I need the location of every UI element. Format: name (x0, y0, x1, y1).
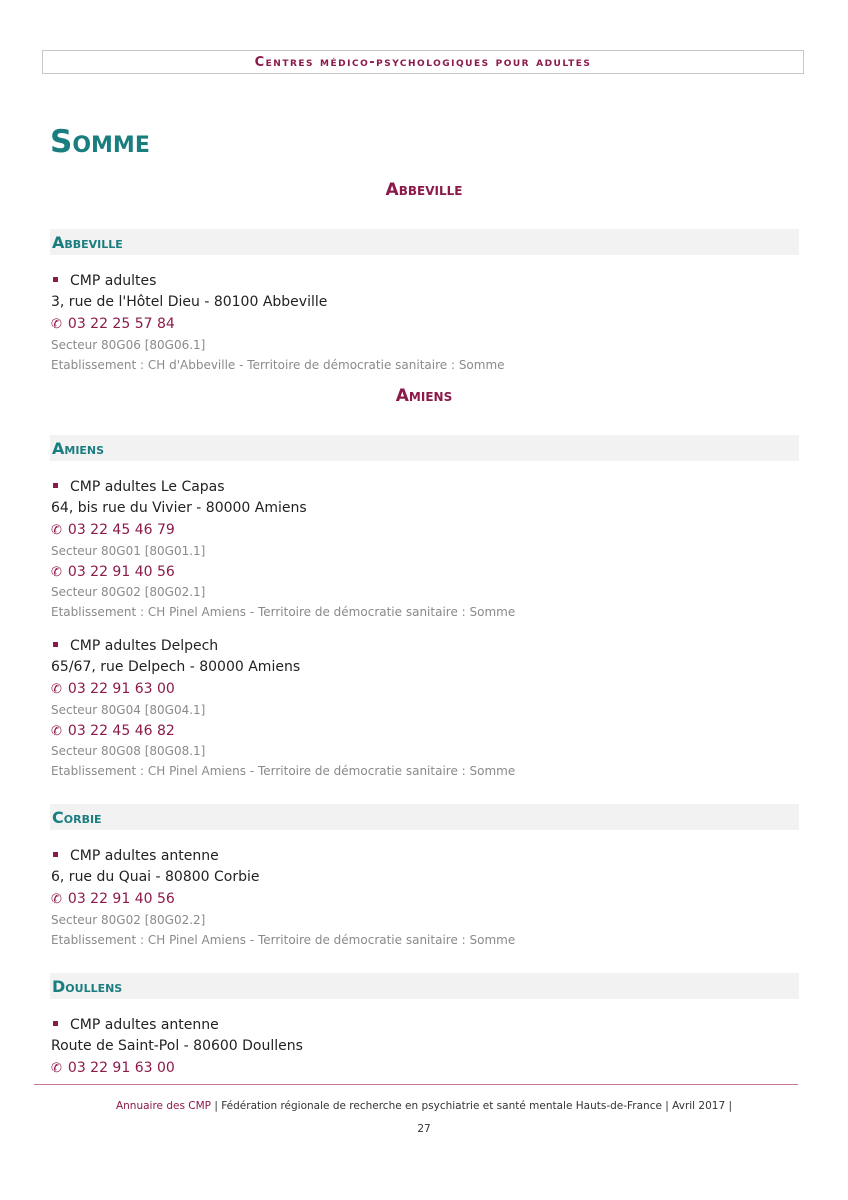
establishment-info: Etablissement : CH Pinel Amiens - Territoire de démocratie sanitaire : Somme (51, 764, 516, 778)
center-name: CMP adultes antenne (51, 846, 219, 866)
phone-icon: ✆ (51, 892, 62, 907)
footer-brand: Annuaire des CMP (115, 1100, 211, 1112)
center-name: CMP adultes antenne (51, 1015, 219, 1035)
establishment-info: Etablissement : CH d'Abbeville - Territoire de démocratie sanitaire : Somme (51, 358, 505, 372)
city-name: Abbeville (52, 232, 123, 252)
establishment-info: Etablissement : CH Pinel Amiens - Territoire de démocratie sanitaire : Somme (51, 933, 516, 947)
footer-divider (34, 1084, 798, 1085)
region-heading-abbeville: Abbeville (385, 180, 463, 200)
city-name: Doullens (52, 976, 123, 996)
phone-number[interactable]: ✆ 03 22 91 40 56 (51, 891, 175, 907)
city-heading-abbeville (50, 229, 799, 255)
phone-icon: ✆ (51, 1061, 62, 1076)
city-name: Amiens (52, 438, 105, 458)
city-heading-corbie (50, 804, 799, 830)
header-title: Centres médico-psychologiques pour adultes (254, 54, 592, 70)
phone-number[interactable]: ✆ 03 22 45 46 79 (51, 522, 175, 538)
center-address: 3, rue de l'Hôtel Dieu - 80100 Abbeville (51, 294, 328, 310)
phone-icon: ✆ (51, 682, 62, 697)
phone-number[interactable]: ✆ 03 22 25 57 84 (51, 316, 175, 332)
square-bullet-icon (53, 483, 58, 488)
phone-number[interactable]: ✆ 03 22 91 63 00 (51, 1060, 175, 1076)
footer-text: | Fédération régionale de recherche en psychiatrie et santé mentale Hauts-de-France | Avril 2017 | (211, 1100, 733, 1112)
sector-code: Secteur 80G04 [80G04.1] (51, 703, 206, 717)
phone-icon: ✆ (51, 565, 62, 580)
phone-icon: ✆ (51, 317, 62, 332)
city-name: Corbie (52, 807, 102, 827)
phone-number[interactable]: ✆ 03 22 45 46 82 (51, 723, 175, 739)
sector-code: Secteur 80G01 [80G01.1] (51, 544, 206, 558)
phone-number[interactable]: ✆ 03 22 91 40 56 (51, 564, 175, 580)
square-bullet-icon (53, 1021, 58, 1026)
department-title: Somme (50, 124, 150, 160)
region-heading-amiens: Amiens (395, 386, 453, 406)
sector-code: Secteur 80G02 [80G02.1] (51, 585, 206, 599)
page-number: 27 (417, 1123, 431, 1135)
establishment-info: Etablissement : CH Pinel Amiens - Territoire de démocratie sanitaire : Somme (51, 605, 516, 619)
page-header (42, 50, 804, 74)
center-name: CMP adultes Le Capas (51, 477, 225, 497)
page-footer (0, 1100, 848, 1112)
square-bullet-icon (53, 642, 58, 647)
sector-code: Secteur 80G08 [80G08.1] (51, 744, 206, 758)
phone-icon: ✆ (51, 523, 62, 538)
sector-code: Secteur 80G06 [80G06.1] (51, 338, 206, 352)
center-address: Route de Saint-Pol - 80600 Doullens (51, 1038, 303, 1054)
square-bullet-icon (53, 277, 58, 282)
center-address: 6, rue du Quai - 80800 Corbie (51, 869, 260, 885)
sector-code: Secteur 80G02 [80G02.2] (51, 913, 206, 927)
center-name: CMP adultes (51, 271, 156, 291)
phone-icon: ✆ (51, 724, 62, 739)
center-name: CMP adultes Delpech (51, 636, 218, 656)
phone-number[interactable]: ✆ 03 22 91 63 00 (51, 681, 175, 697)
square-bullet-icon (53, 852, 58, 857)
city-heading-amiens (50, 435, 799, 461)
center-address: 65/67, rue Delpech - 80000 Amiens (51, 659, 301, 675)
city-heading-doullens (50, 973, 799, 999)
center-address: 64, bis rue du Vivier - 80000 Amiens (51, 500, 307, 516)
